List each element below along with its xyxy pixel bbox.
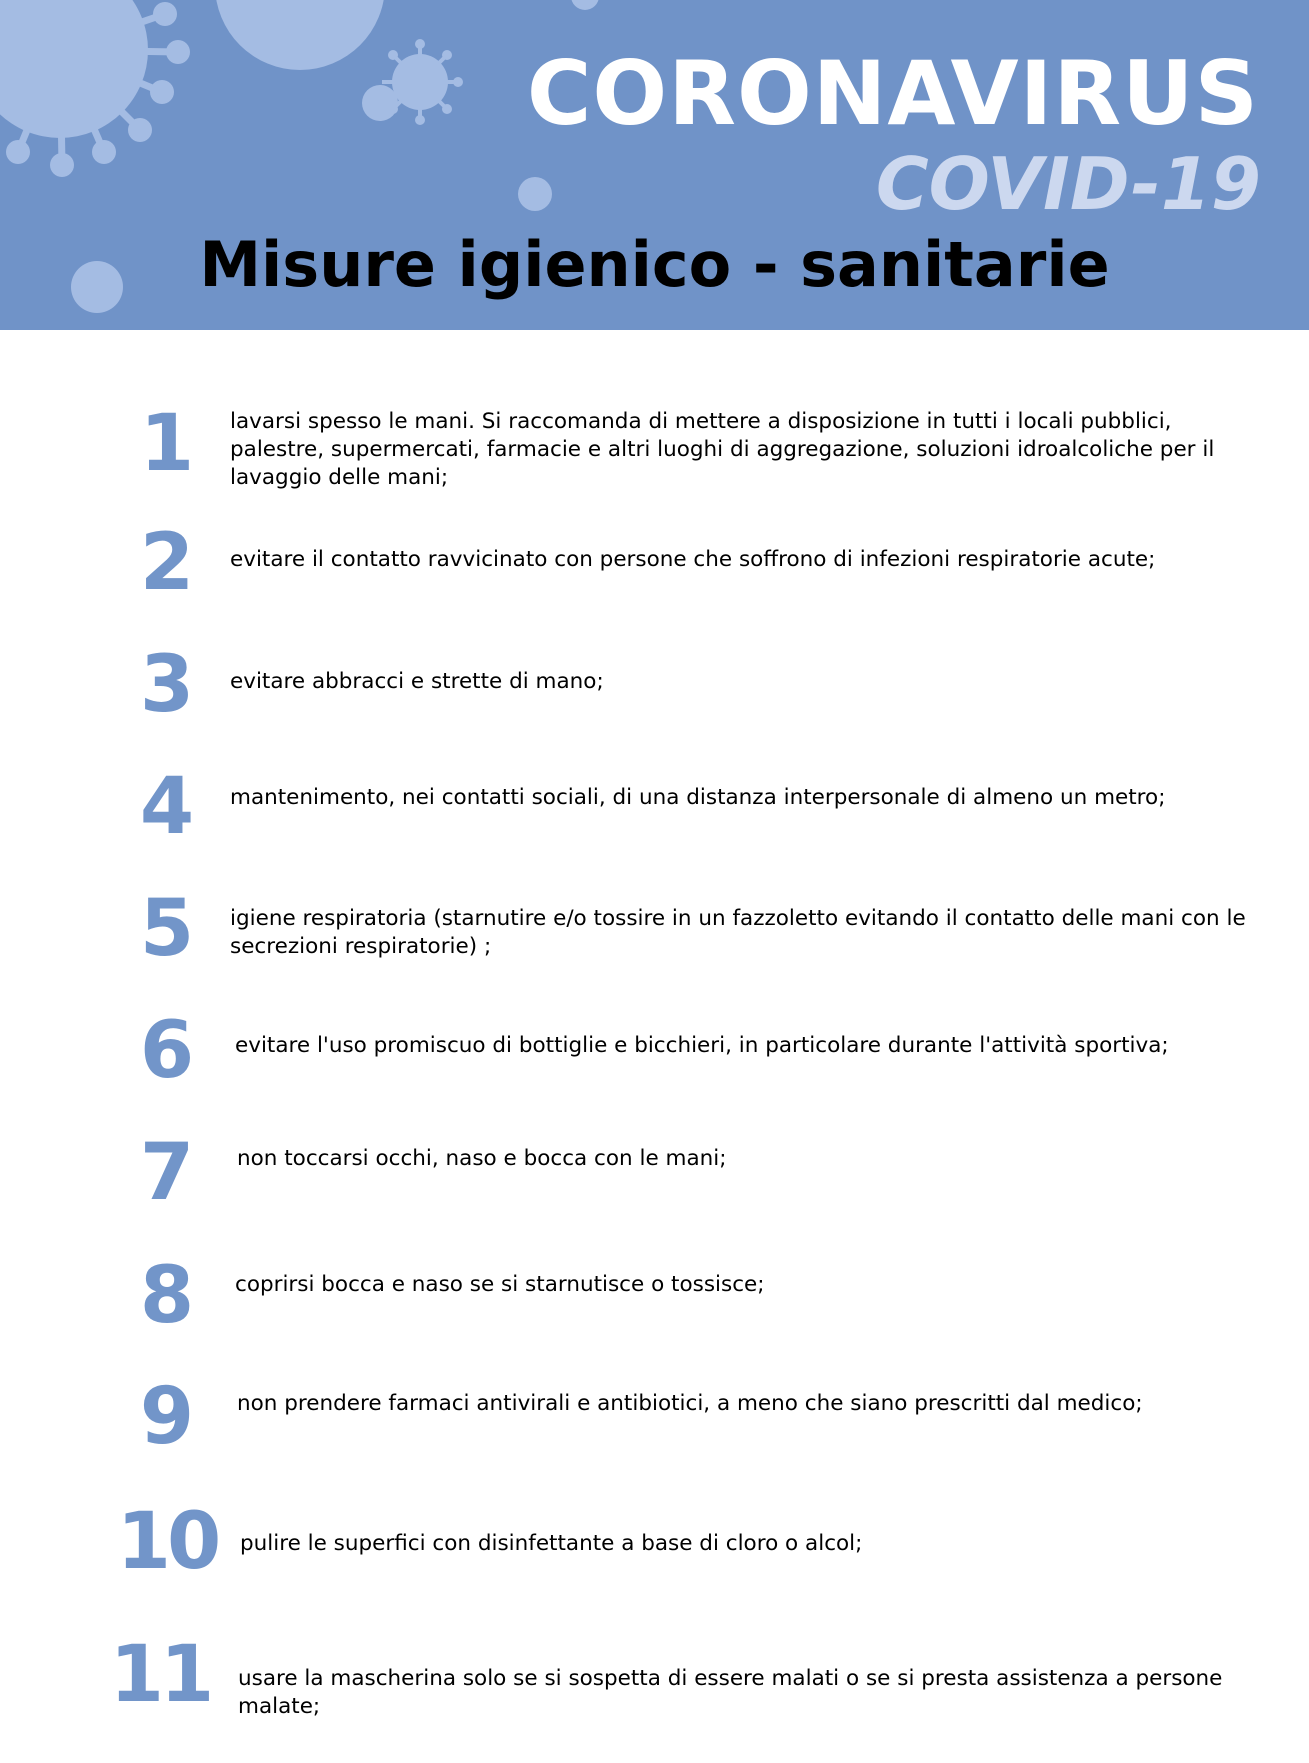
measure-number: 7: [139, 1128, 191, 1218]
measure-number: 2: [139, 518, 191, 608]
title: CORONAVIRUS: [526, 42, 1259, 145]
measure-number: 6: [139, 1006, 191, 1096]
measure-text: evitare abbracci e strette di mano;: [230, 669, 604, 694]
measure-text: non prendere farmaci antivirali e antibiotici, a meno che siano prescritti dal medico;: [237, 1391, 1143, 1416]
measure-text: non toccarsi occhi, naso e bocca con le mani;: [237, 1146, 727, 1171]
measure-number: 10: [116, 1497, 218, 1587]
measure-text: evitare il contatto ravvicinato con persone che soffrono di infezioni respiratorie acute;: [230, 547, 1156, 572]
measure-text: evitare l'uso promiscuo di bottiglie e bicchieri, in particolare durante l'attività sportiva;: [235, 1033, 1169, 1058]
measure-number: 11: [109, 1630, 211, 1720]
measure-number: 8: [139, 1251, 191, 1341]
measure-text: usare la mascherina solo se si sospetta di essere malati o se si presta assistenza a persone malate;: [238, 1666, 1223, 1719]
measure-number: 3: [139, 640, 191, 730]
measure-number: 4: [139, 762, 191, 852]
measure-text: coprirsi bocca e naso se si starnutisce o tossisce;: [235, 1272, 765, 1297]
measure-text: mantenimento, nei contatti sociali, di una distanza interpersonale di almeno un metro;: [230, 785, 1166, 810]
measure-text: lavarsi spesso le mani. Si raccomanda di mettere a disposizione in tutti i locali pubblici, palestre, supermercati, farmacie e altri luoghi di aggregazione, soluzioni idroalcoliche per il lavaggio delle mani;: [230, 409, 1215, 490]
page-heading: Misure igienico - sanitarie: [199, 228, 1110, 301]
measure-text: pulire le superfici con disinfettante a base di cloro o alcol;: [240, 1531, 863, 1556]
measure-number: 5: [139, 884, 191, 974]
measure-number: 9: [139, 1372, 191, 1462]
subtitle: COVID-19: [875, 142, 1261, 226]
measure-text: igiene respiratoria (starnutire e/o tossire in un fazzoletto evitando il contatto delle mani con le secrezioni respiratorie) ;: [230, 906, 1246, 959]
measure-number: 1: [139, 399, 191, 489]
